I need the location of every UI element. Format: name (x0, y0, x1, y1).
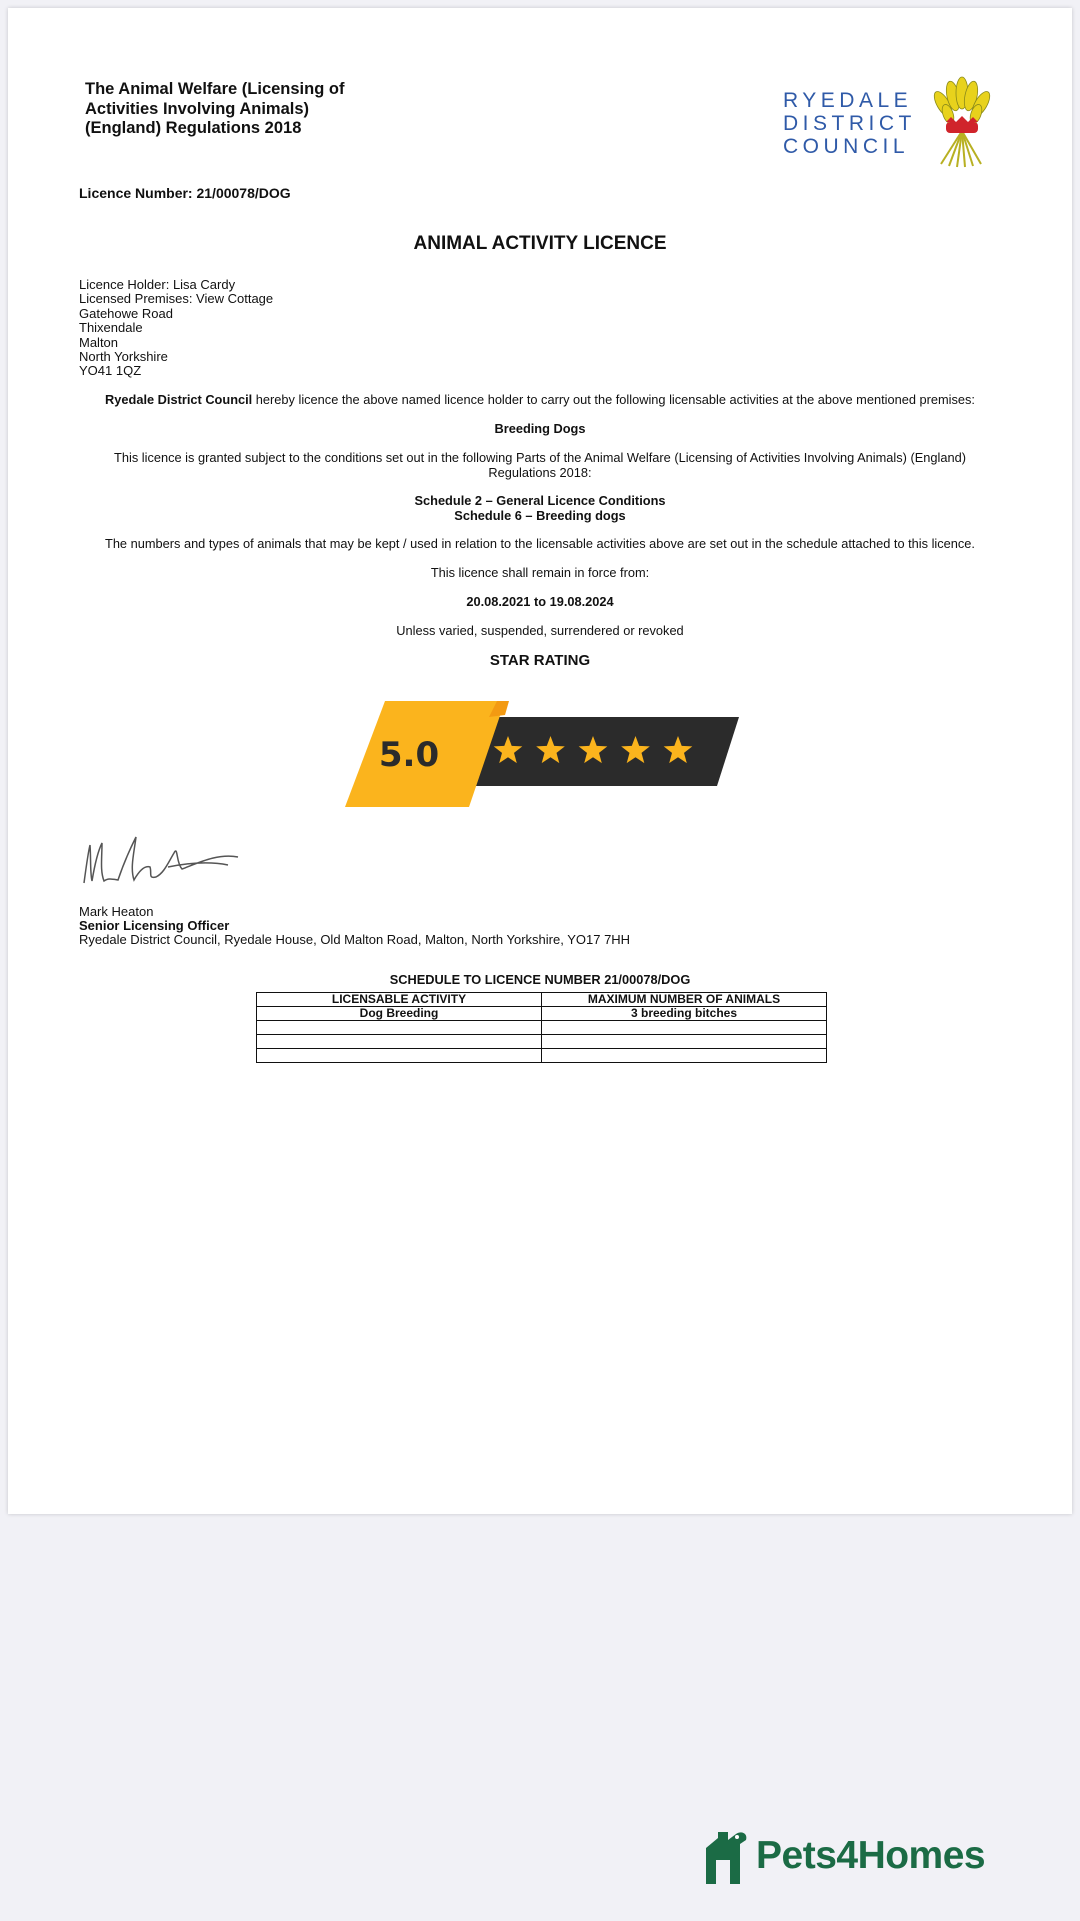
holder-line: Malton (79, 334, 119, 350)
table-row (257, 1035, 827, 1049)
signatory-title: Senior Licensing Officer (79, 918, 230, 933)
table-cell (257, 1049, 542, 1063)
table-cell: 3 breeding bitches (542, 1007, 827, 1021)
schedule-title: SCHEDULE TO LICENCE NUMBER 21/00078/DOG (389, 972, 691, 987)
regulation-title: The Animal Welfare (Licensing of Activities Involving Animals) (England) Regulations 2018 (85, 80, 345, 137)
conditions-statement: This licence is granted subject to the conditions set out in the following Parts of the Animal Welfare (Licensing of Activities Involving Animals) (England) Regulations 2018: (114, 450, 966, 480)
table-row (257, 1021, 827, 1035)
table-row (257, 1049, 827, 1063)
council-name: Ryedale District Council (105, 392, 253, 407)
page-title: ANIMAL ACTIVITY LICENCE (413, 233, 667, 254)
wheatsheaf-emblem-icon (931, 76, 993, 168)
licence-holder-details (79, 278, 273, 379)
signature-image (78, 823, 248, 888)
holder-line: Licensed Premises: View Cottage (79, 291, 274, 307)
signatory-address: Ryedale District Council, Ryedale House, Old Malton Road, Malton, North Yorkshire, YO17 7HH (79, 932, 631, 947)
holder-line: Thixendale (79, 320, 143, 336)
holder-line: Gatehowe Road (79, 305, 173, 321)
council-logo (783, 76, 1003, 171)
licensed-activity: Breeding Dogs (494, 421, 586, 436)
table-cell (542, 1021, 827, 1035)
revocation-note: Unless varied, suspended, surrendered or revoked (396, 623, 684, 638)
schedule-list: Schedule 2 – General Licence Conditions Schedule 6 – Breeding dogs (414, 493, 666, 523)
table-cell (257, 1021, 542, 1035)
table-cell (542, 1049, 827, 1063)
schedule-table (256, 992, 827, 1063)
numbers-statement: The numbers and types of animals that may be kept / used in relation to the licensable activities above are set out in the schedule attached to this licence. (105, 536, 975, 551)
column-header: MAXIMUM NUMBER OF ANIMALS (542, 993, 827, 1007)
star-rating-score: 5.0 (378, 735, 440, 775)
pets4homes-wordmark: Pets4Homes (756, 1834, 986, 1877)
pets4homes-watermark (704, 1828, 1024, 1888)
star-rating-heading: STAR RATING (489, 652, 591, 669)
pets4homes-logo-icon (704, 1830, 752, 1886)
licence-dates: 20.08.2021 to 19.08.2024 (466, 594, 614, 609)
grant-statement: Ryedale District Council hereby licence the above named licence holder to carry out the following licensable activities at the above mentioned premises: (105, 392, 975, 407)
holder-line: Licence Holder: Lisa Cardy (79, 277, 236, 292)
table-cell: Dog Breeding (257, 1007, 542, 1021)
licence-number: Licence Number: 21/00078/DOG (79, 185, 291, 201)
signatory-block (79, 905, 630, 947)
signatory-name: Mark Heaton (79, 904, 154, 919)
star-rating-badge (345, 701, 745, 807)
table-row (257, 1007, 827, 1021)
table-cell (257, 1035, 542, 1049)
star-rating-graphic (345, 701, 745, 807)
table-header-row (257, 993, 827, 1007)
column-header: LICENSABLE ACTIVITY (257, 993, 542, 1007)
table-cell (542, 1035, 827, 1049)
holder-line: YO41 1QZ (79, 363, 142, 379)
council-logo-text: RYEDALE DISTRICT COUNCIL (783, 89, 916, 158)
licence-document (8, 8, 1072, 1514)
holder-line: North Yorkshire (79, 349, 168, 365)
in-force-statement: This licence shall remain in force from: (430, 565, 650, 580)
